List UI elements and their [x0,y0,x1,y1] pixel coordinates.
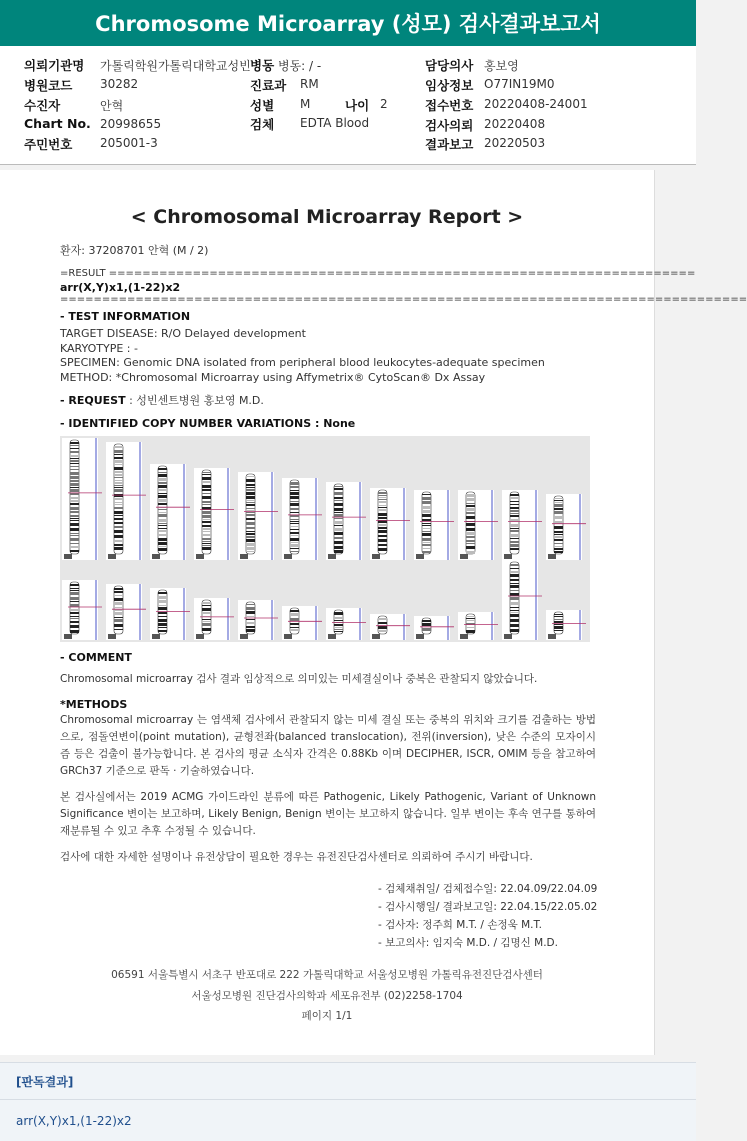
info-label-hospital-code: 병원코드 [24,78,73,93]
test-info-heading: - TEST INFORMATION [60,310,191,323]
info-value-doctor: 홍보영 [484,59,519,73]
info-value-resident-no: 205001-3 [100,136,158,150]
info-label-chart-no: Chart No. [24,116,91,131]
info-value-institution: 가톨릭학원가톨릭대학교성빈 [100,59,251,73]
chromosome-ideogram [150,464,190,560]
info-label-age: 나이 [345,98,370,113]
chromosome-ideogram [502,560,542,640]
info-label-department: 진료과 [250,78,287,93]
chromosome-ideogram [414,616,454,640]
lab-address: 06591 서울특별시 서초구 반포대로 222 가톨릭대학교 서울성모병원 가톨릭유전진단검사센터 [111,969,543,981]
chromosome-ideogram [546,610,586,640]
chromosome-ideogram [502,490,542,560]
report-header-title: Chromosome Microarray (성모) 검사결과보고서 [0,0,696,46]
info-label-sex: 성별 [250,98,275,113]
info-value-ward: 병동: / - [278,59,322,73]
interpretation-result-row [0,1099,696,1141]
info-label-resident-no: 주민번호 [24,137,73,152]
result-separator: =RESULT ====================================================================== [60,268,696,279]
karyotype: KARYOTYPE : - [60,342,138,355]
sign-specimen-dates: - 검체채취일/ 검체접수일: 22.04.09/22.04.09 [378,883,598,895]
chromosome-ideogram [194,468,234,560]
info-value-patient: 안혁 [100,99,124,113]
info-label-clinical-info: 임상정보 [425,78,474,93]
chromosome-ideogram [326,608,366,640]
report-document [0,170,747,1055]
info-label-doctor: 담당의사 [425,58,474,73]
sign-technicians: - 검사자: 정주희 M.T. / 손정욱 M.T. [378,919,542,931]
patient-line: 환자: 37208701 안혁 (M / 2) [60,244,209,257]
info-label-institution: 의뢰기관명 [24,58,85,73]
info-label-receipt-no: 접수번호 [425,98,474,113]
section-separator: ================================================================================== [60,294,747,305]
chromosome-ideogram [62,580,102,640]
chromosome-ideogram [106,584,146,640]
chromosome-ideogram [370,614,410,640]
methods-paragraph-2: 본 검사실에서는 2019 ACMG 가이드라인 분류에 따른 Pathogenic, Likely Pathogenic, Variant of Unknown Significance 변이는 보고하며, Likely Benign, Benign 변이는 보고하지 않습니다. 일부 변이는 후속 연구를 통하여 재분류될 수 있고 추후 수정될 수 있습니다. [60,791,596,837]
methods-paragraph-1: Chromosomal microarray 는 염색체 검사에서 관찰되지 않는 미세 결실 또는 중복의 위치와 크기를 검출하는 방법으로, 점돌연변이(point mutation), 균형전좌(balanced translocation), 전위(inversion), 낮은 수준의 모자이시즘 등은 검출이 불가능합니다. 본 검사의 평균 소식자 간격은 0.88Kb 이며 DECIPHER, ISCR, OMIM 등을 참고하여 GRCh37 기준으로 판독 · 기술하였습니다. [60,714,596,777]
methods-heading: *METHODS [60,698,128,711]
chromosome-ideogram [370,488,410,560]
chromosome-ideogram [458,612,498,640]
info-value-age: 2 [380,97,388,111]
cnv-heading: - IDENTIFIED COPY NUMBER VARIATIONS : None [60,417,356,430]
chromosome-ideogram [326,482,366,560]
comment-text: Chromosomal microarray 검사 결과 임상적으로 의미있는 미세결실이나 중복은 관찰되지 않았습니다. [60,673,538,685]
info-value-request-date: 20220408 [484,117,546,131]
info-label-ward: 병동 [250,58,275,73]
info-value-clinical-info: O77IN19M0 [484,77,555,91]
target-disease: TARGET DISEASE: R/O Delayed development [60,327,306,340]
info-value-department: RM [300,77,319,91]
interpretation-result: arr(X,Y)x1,(1-22)x2 [16,1113,132,1128]
chromosome-ideogram [414,490,454,560]
chromosome-ideogram [238,600,278,640]
info-label-specimen: 검체 [250,117,275,132]
chromosome-ideogram [458,490,498,560]
page-number: 페이지 1/1 [301,1010,353,1022]
report-title: < Chromosomal Microarray Report > [130,206,524,228]
info-label-patient: 수진자 [24,98,61,113]
info-value-hospital-code: 30282 [100,77,139,91]
info-value-specimen: EDTA Blood [300,116,370,130]
chromosome-ideogram [282,606,322,640]
info-value-sex: M [300,97,311,111]
chromosome-ideogram [106,442,146,560]
chromosome-ideogram [238,472,278,560]
chromosome-ideogram [282,478,322,560]
info-value-chart-no: 20998655 [100,117,162,131]
request-label: - REQUEST [60,394,126,407]
lab-department: 서울성모병원 진단검사의학과 세포유전부 (02)2258-1704 [191,990,463,1002]
chromosome-ideogram [150,588,190,640]
info-label-report-date: 결과보고 [425,137,474,152]
interpretation-label: [판독결과] [16,1074,74,1089]
interpretation-label-row [0,1062,696,1099]
request-value: : 성빈센트병원 홍보영 M.D. [129,394,264,407]
karyogram-panel [60,436,590,642]
comment-heading: - COMMENT [60,651,132,664]
method: METHOD: *Chromosomal Microarray using Affymetrix® CytoScan® Dx Assay [60,371,486,384]
info-value-report-date: 20220503 [484,136,546,150]
specimen: SPECIMEN: Genomic DNA isolated from peripheral blood leukocytes-adequate specimen [60,356,545,369]
karyogram-image [60,436,590,642]
patient-info-panel [0,46,696,165]
chromosome-ideogram [194,598,234,640]
info-label-request-date: 검사의뢰 [425,118,474,133]
sign-test-dates: - 검사시행일/ 결과보고일: 22.04.15/22.05.02 [378,901,598,913]
sign-doctors: - 보고의사: 임지숙 M.D. / 김명신 M.D. [378,937,558,949]
chromosome-ideogram [546,494,586,560]
result-value: arr(X,Y)x1,(1-22)x2 [60,281,181,294]
info-value-receipt-no: 20220408-24001 [484,97,588,111]
methods-paragraph-3: 검사에 대한 자세한 설명이나 유전상담이 필요한 경우는 유전진단검사센터로 의뢰하여 주시기 바랍니다. [60,851,533,863]
chromosome-ideogram [62,438,102,560]
